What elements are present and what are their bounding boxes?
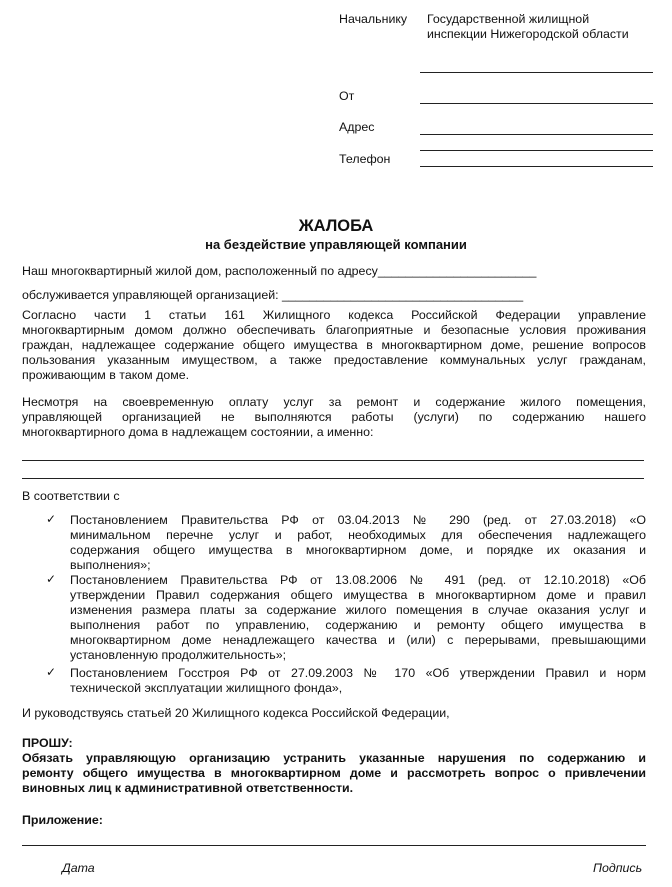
request-text [22,751,646,796]
paragraph-line: многоквартирного дома в надлежащем состоянии, а именно: [22,425,374,439]
paragraph-line: Несмотря на своевременную оплату услуг за ремонт и содержание жилого помещения, [22,395,646,409]
paragraph-line: пользования указанным имуществом, а также предоставление коммунальных услуг гражданам, [22,353,646,367]
violations-fill-line-2[interactable] [22,478,644,479]
list-item-line: выполнения работ по управлению, содержанию и ремонту общего имущества в [70,618,646,632]
list-item-line: технической эксплуатации жилищного фонда», [70,681,343,695]
recipient-fill-line[interactable] [420,72,653,73]
guided-by-line: И руководствуясь статьей 20 Жилищного кодекса Российской Федерации, [22,706,450,720]
phone-fill-line-1[interactable] [420,150,653,151]
list-item-line: Постановлением Правительства РФ от 03.04.2013 № 290 (ред. от 27.03.2018) «О [70,513,646,527]
paragraph-line: многоквартирным домом должно обеспечивать благоприятные и безопасные условия проживания [22,323,646,337]
violations-fill-line-1[interactable] [22,460,644,461]
list-item-line: изменения размера платы за содержание жилого помещения в случае оказания услуг и [70,603,646,617]
list-item-line: выполнения»; [70,558,151,572]
address-label: Адрес [339,120,375,134]
list-item-line: Постановлением Госстроя РФ от 27.09.2003 № 170 «Об утверждении Правил и норм [70,666,646,680]
from-label: От [339,89,355,103]
from-fill-line[interactable] [420,103,653,104]
address-fill-line[interactable] [420,134,653,135]
checkmark-icon: ✓ [46,512,57,526]
paragraph-housing-code [22,308,646,383]
paragraph-line: граждан, надлежащее содержание общего имущества в многоквартирном доме, решение вопросов [22,338,646,352]
phone-fill-line-2[interactable] [420,166,653,167]
document-subtitle: на бездействие управляющей компании [205,237,467,252]
signature-label: Подпись [593,861,643,875]
list-item-line: утверждении Правил содержания общего имущества в многоквартирном доме и правил [70,588,646,602]
signature-line[interactable] [22,845,646,846]
request-label: ПРОШУ: [22,736,73,750]
recipient-line-2: инспекции Нижегородской области [427,27,629,41]
document-title: ЖАЛОБА [298,217,374,235]
list-item [70,573,646,663]
paragraph-line: проживающим в таком доме. [22,368,190,382]
paragraph-line: управляющей организацией не выполняются работы (услуги) по содержанию нашего [22,410,646,424]
request-line: виновных лиц к административной ответственности. [22,781,354,795]
checkmark-icon: ✓ [46,665,57,679]
list-item-line: установленную продолжительность»; [70,648,287,662]
list-item-line: минимальном перечне услуг и работ, необходимых для обеспечения надлежащего [70,528,646,542]
attachment-label: Приложение: [22,813,103,827]
list-item [70,513,646,573]
house-address-line: Наш многоквартирный жилой дом, расположенный по адресу_______________________ [22,264,537,278]
request-line: Обязать управляющую организацию устранить указанные нарушения по содержанию и [22,751,646,765]
list-item-line: Постановлением Правительства РФ от 13.08.2006 № 491 (ред. от 12.10.2018) «Об [70,573,646,587]
managing-org-line: обслуживается управляющей организацией: ___________________________________ [22,288,524,302]
recipient-line-1: Государственной жилищной [427,12,590,26]
checkmark-icon: ✓ [46,572,57,586]
list-item-line: содержания общего имущества в многоквартирном доме, и порядке их оказания и [70,543,646,557]
request-line: ремонту общего имущества в многоквартирном доме и рассмотреть вопрос о привлечении [22,766,646,780]
recipient-label: Начальнику [339,12,408,26]
paragraph-violations [22,395,646,440]
list-item-line: многоквартирном доме ненадлежащего качества и (или) с перерывами, превышающими [70,633,646,647]
according-to-label: В соответствии с [22,489,120,503]
list-item [70,666,646,696]
phone-label: Телефон [339,152,391,166]
date-label: Дата [62,861,95,875]
paragraph-line: Согласно части 1 статьи 161 Жилищного кодекса Российской Федерации управление [22,308,646,322]
